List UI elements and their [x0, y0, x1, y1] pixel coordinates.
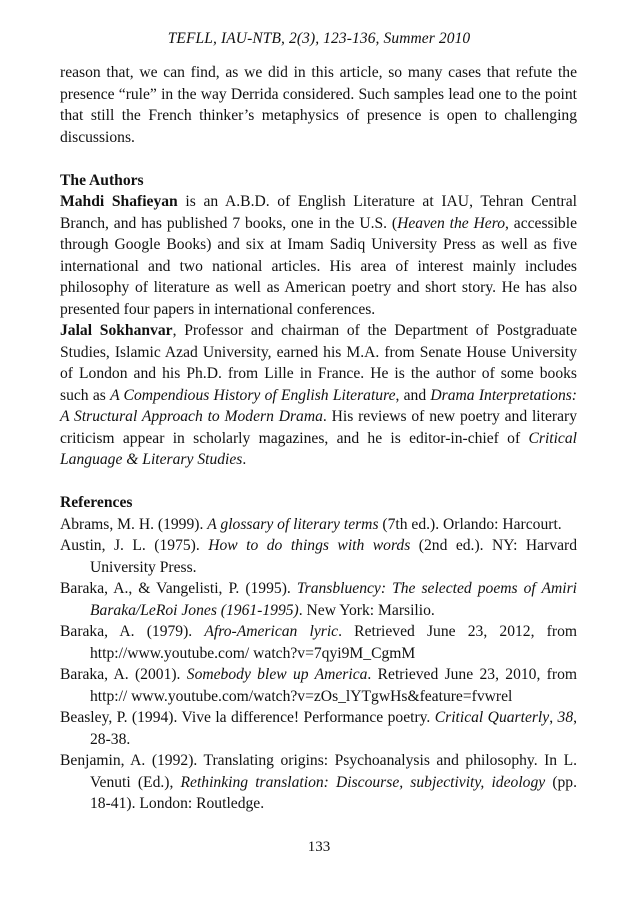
reference-volume: 38	[557, 709, 574, 726]
author-name: Jalal Sokhanvar	[60, 322, 173, 339]
book-title: Drama Interpretations: A Structural Approach to Modern Drama	[60, 386, 577, 425]
intro-paragraph: reason that, we can find, as we did in this article, so many cases that refute the presence “rule” in the way Derrida considered. Such samples lead one to the point that still the French thinker’s metaphysics of presence is open to challenging discussions.	[60, 64, 577, 146]
reference-item: Baraka, A. (1979). Afro-American lyric. Retrieved June 23, 2012, from http://www.youtube.com/ watch?v=7qyi9M_CgmM	[60, 623, 577, 662]
page-body	[60, 62, 577, 815]
spacer	[60, 471, 577, 493]
reference-title: Critical Quarterly	[434, 709, 550, 726]
authors-heading: The Authors	[60, 171, 144, 189]
reference-title: How to do things with words	[208, 537, 411, 554]
reference-title: Rethinking translation: Discourse, subjectivity, ideology	[180, 773, 546, 791]
bio-text: , accessible through Google Books) and six at Imam Sadiq University Press as well as five international and two national articles. His area of interest mainly includes philosophy of literature as well as American poetry and short story. He has also presented four papers in international conferences.	[60, 214, 577, 318]
reference-item: Beasley, P. (1994). Vive la difference! Performance poetry. Critical Quarterly, 38, 28-38.	[60, 709, 578, 748]
page-number: 133	[307, 839, 331, 855]
reference-item: Abrams, M. H. (1999). A glossary of literary terms (7th ed.). Orlando: Harcourt.	[60, 515, 562, 533]
running-header: TEFLL, IAU-NTB, 2(3), 123-136, Summer 2010	[167, 30, 471, 47]
spacer	[60, 148, 577, 170]
bio-text: is an A.B.D. of English Literature at IAU, Tehran Central Branch, and has published 7 books, one in the U.S. (	[60, 193, 577, 232]
book-title: A Compendious History of English Literature	[110, 386, 396, 404]
reference-title: Somebody blew up America	[186, 666, 368, 683]
bio-text: , and	[395, 386, 431, 404]
author-bio-sokhanvar	[60, 320, 577, 471]
bio-text: , Professor and chairman of the Department of Postgraduate Studies, Islamic Azad University, earned his M.A. from Senate House University of London and his Ph.D. from Lille in France. He is the author of some books such as	[60, 322, 577, 404]
author-bio-shafieyan	[60, 191, 577, 320]
reference-item: Benjamin, A. (1992). Translating origins: Psychoanalysis and philosophy. In L. Venuti (Ed.), Rethinking translation: Discourse, subjectivity, ideology (pp. 18-41). London: Routledge.	[60, 752, 578, 812]
reference-title: Transbluency: The selected poems of Amiri Baraka/LeRoi Jones (1961-1995)	[90, 580, 577, 619]
bio-text: . His reviews of new poetry and literary criticism appear in scholarly magazines, and he is editor-in-chief of	[60, 408, 577, 447]
book-title: Heaven the Hero	[397, 214, 506, 232]
author-name: Mahdi Shafieyan	[60, 193, 178, 210]
journal-title: Critical Language & Literary Studies	[60, 429, 577, 468]
reference-title: Afro-American lyric	[204, 623, 339, 640]
reference-title: A glossary of literary terms	[207, 515, 379, 533]
reference-item: Austin, J. L. (1975). How to do things with words (2nd ed.). NY: Harvard University Press.	[60, 537, 577, 576]
references-heading: References	[60, 494, 133, 511]
reference-item: Baraka, A. (2001). Somebody blew up America. Retrieved June 23, 2010, from http:// www.youtube.com/watch?v=zOs_lYTgwHs&feature=fvwrel	[60, 666, 577, 705]
bio-text: .	[242, 451, 247, 468]
reference-item: Baraka, A., & Vangelisti, P. (1995). Transbluency: The selected poems of Amiri Baraka/LeRoi Jones (1961-1995). New York: Marsilio.	[60, 580, 577, 619]
